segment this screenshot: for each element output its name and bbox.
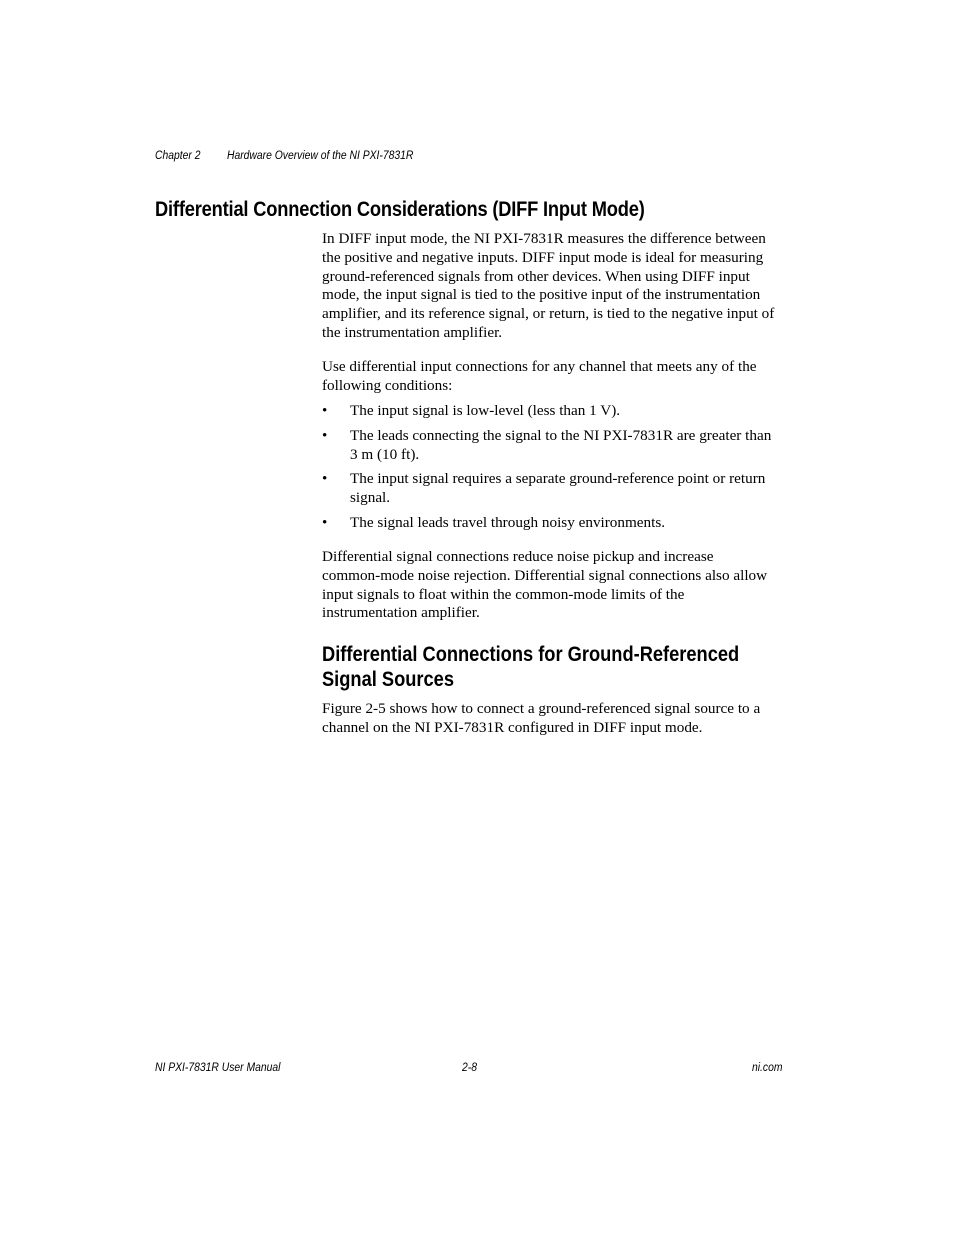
text-line: Differential signal connections reduce noise pickup and increase <box>322 548 714 565</box>
bullet-icon: • <box>322 513 328 531</box>
text-line: mode, the input signal is tied to the positive input of the instrumentation <box>322 286 761 304</box>
text-line: The leads connecting the signal to the NI PXI-7831R are greater than <box>350 426 772 444</box>
list-item <box>322 514 788 533</box>
text-line: signal. <box>350 489 391 507</box>
text-line: In DIFF input mode, the NI PXI-7831R measures the difference between <box>322 230 766 247</box>
text-line: input signals to float within the common-mode limits of the <box>322 585 685 603</box>
text-line: ground-referenced signals from other devices. When using DIFF input <box>322 267 750 285</box>
text-line: The signal leads travel through noisy environments. <box>350 513 666 531</box>
bullet-icon: • <box>322 470 328 488</box>
conditions-list <box>322 402 788 539</box>
text-line: the positive and negative inputs. DIFF input mode is ideal for measuring <box>322 248 764 266</box>
text-line: Figure 2-5 shows how to connect a ground-referenced signal source to a <box>322 700 761 717</box>
header-title: Hardware Overview of the NI PXI-7831R <box>227 150 414 162</box>
text-line: the instrumentation amplifier. <box>322 323 503 341</box>
bullet-icon: • <box>322 402 328 419</box>
header-chapter: Chapter 2 <box>155 150 201 162</box>
heading-line: Signal Sources <box>322 668 454 691</box>
paragraph-diff-benefits <box>322 548 788 623</box>
paragraph-diff-intro <box>322 230 788 343</box>
footer-website: ni.com <box>752 1062 783 1074</box>
paragraph-conditions-intro <box>322 358 788 396</box>
text-line: following conditions: <box>322 376 453 394</box>
text-line: 3 m (10 ft). <box>350 445 420 463</box>
paragraph-figure-reference <box>322 700 788 738</box>
heading-line: Differential Connections for Ground-Referenced <box>322 643 740 666</box>
section-heading-ground-referenced <box>322 642 774 692</box>
list-item <box>322 427 788 465</box>
text-line: Use differential input connections for any channel that meets any of the <box>322 358 757 375</box>
running-header <box>155 150 413 162</box>
text-line: amplifier, and its reference signal, or return, is tied to the negative input of <box>322 305 775 323</box>
text-line: instrumentation amplifier. <box>322 604 480 622</box>
bullet-icon: • <box>322 426 328 444</box>
text-line: channel on the NI PXI-7831R configured in DIFF input mode. <box>322 718 703 736</box>
list-item <box>322 402 788 421</box>
list-item <box>322 470 788 508</box>
text-line: The input signal requires a separate ground-reference point or return <box>350 470 766 488</box>
section-heading-diff-mode: Differential Connection Considerations (DIFF Input Mode) <box>155 198 645 221</box>
text-line: The input signal is low-level (less than 1 V). <box>350 402 621 419</box>
footer-manual-title: NI PXI-7831R User Manual <box>155 1062 281 1074</box>
footer-page-number: 2-8 <box>462 1062 477 1074</box>
text-line: common-mode noise rejection. Differential signal connections also allow <box>322 566 768 584</box>
